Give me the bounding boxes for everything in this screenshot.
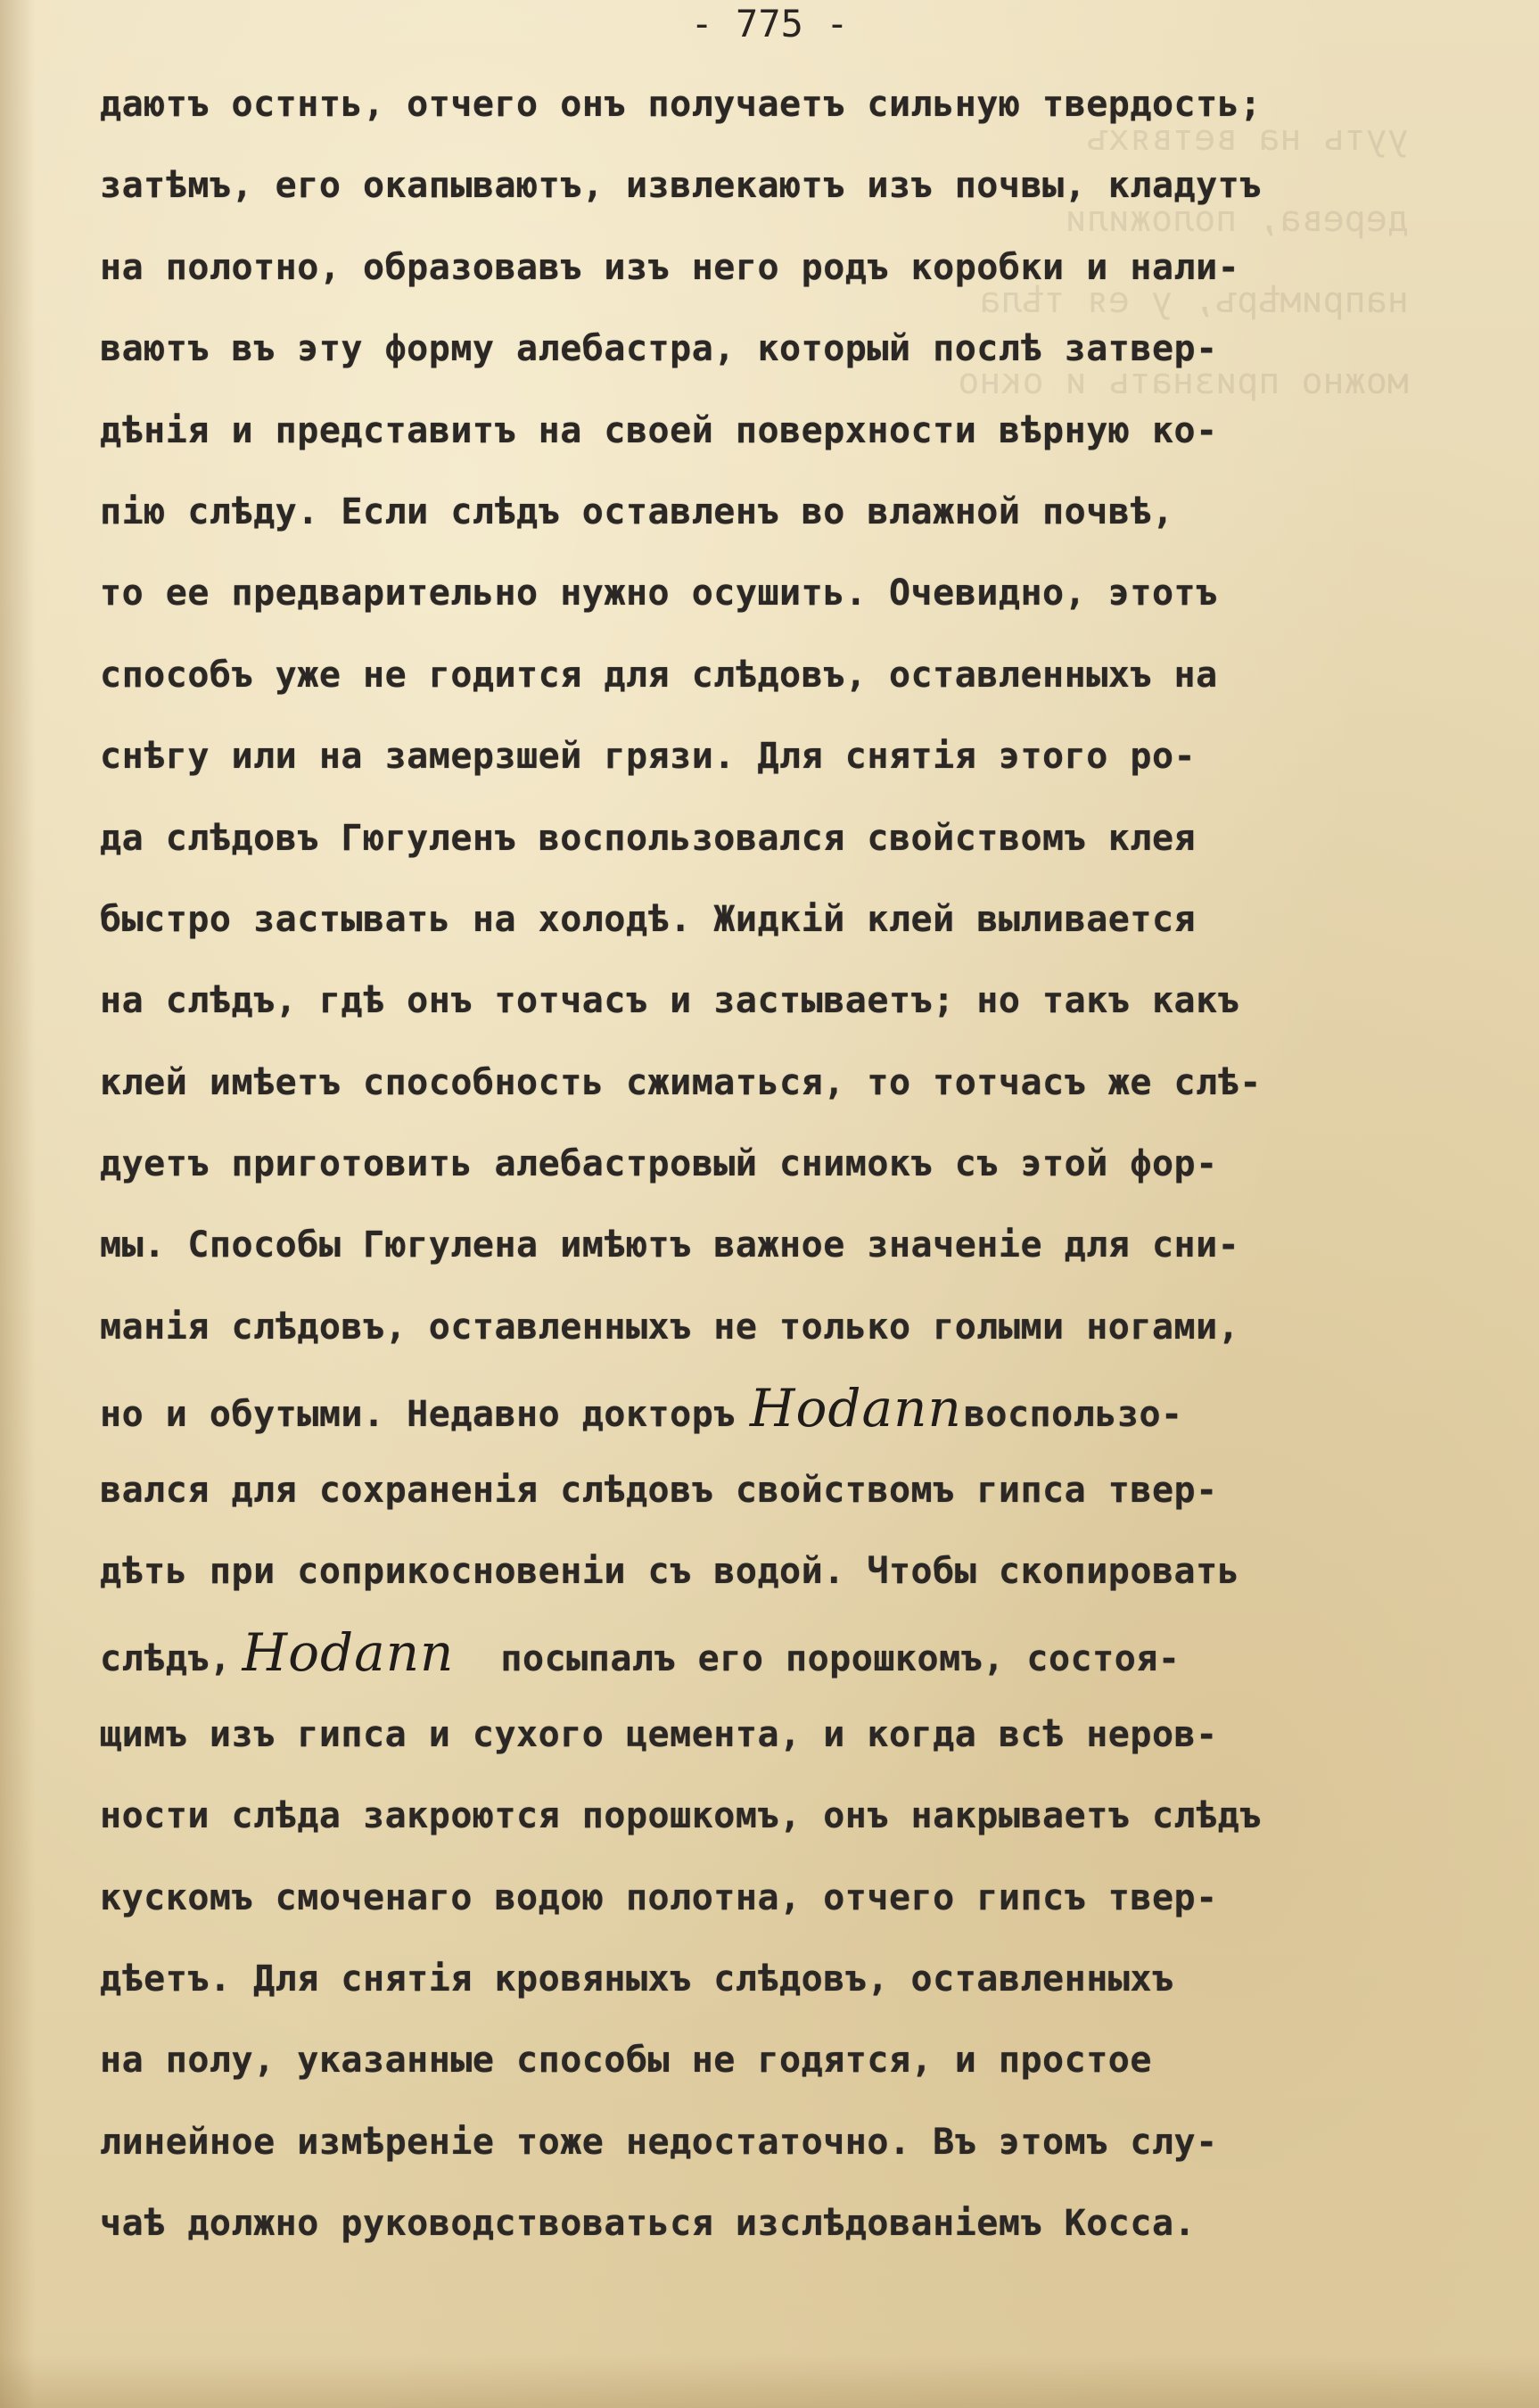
text-line: на полу, указанные способы не годятся, и простое — [100, 2040, 1152, 2082]
page-number: - 775 - — [690, 2, 849, 45]
text-line: да слѣдовъ Гюгуленъ воспользовался свойствомъ клея — [100, 817, 1197, 859]
text-line: пію слѣду. Если слѣдъ оставленъ во влажной почвѣ, — [100, 491, 1174, 532]
text-line: затѣмъ, его окапываютъ, извлекаютъ изъ почвы, кладутъ — [100, 165, 1262, 207]
text-line: клей имѣетъ способность сжиматься, то тотчасъ же слѣ- — [100, 1061, 1262, 1103]
text-line: способъ уже не годится для слѣдовъ, оставленныхъ на — [100, 654, 1218, 696]
handwritten-name: Hodann — [749, 1378, 962, 1439]
text-line: щимъ изъ гипса и сухого цемента, и когда всѣ неров- — [100, 1713, 1218, 1755]
text-line: ности слѣда закроются порошкомъ, онъ накрываетъ слѣдъ — [100, 1795, 1262, 1837]
text-line: чаѣ должно руководствоваться изслѣдованіемъ Косса. — [100, 2203, 1197, 2245]
text-line-with-handwriting — [100, 1368, 1455, 1449]
text-line: мы. Способы Гюгулена имѣютъ важное значеніе для сни- — [100, 1225, 1240, 1266]
text-segment: воспользо- — [963, 1394, 1183, 1436]
text-line: дѣетъ. Для снятія кровяныхъ слѣдовъ, оставленныхъ — [100, 1958, 1174, 2000]
handwritten-name: Hodann — [242, 1622, 455, 1684]
text-line: вался для сохраненія слѣдовъ свойствомъ гипса твер- — [100, 1469, 1218, 1511]
text-line: дѣть при соприкосновеніи съ водой. Чтобы скопировать — [100, 1551, 1240, 1593]
text-line: кускомъ смоченаго водою полотна, отчего гипсъ твер- — [100, 1876, 1218, 1918]
body-text — [100, 64, 1455, 2265]
text-line: манія слѣдовъ, оставленныхъ не только голыми ногами, — [100, 1306, 1240, 1348]
text-line: быстро застывать на холодѣ. Жидкій клей выливается — [100, 898, 1197, 940]
text-line: дѣнія и представитъ на своей поверхности вѣрную ко- — [100, 409, 1218, 451]
page-edge-shadow — [0, 0, 36, 2408]
text-line: дуетъ приготовить алебастровый снимокъ съ этой фор- — [100, 1143, 1218, 1185]
text-line: на полотно, образовавъ изъ него родъ коробки и нали- — [100, 246, 1240, 288]
text-line-with-handwriting — [100, 1612, 1455, 1694]
text-line: даютъ остнть, отчего онъ получаетъ сильную твердость; — [100, 84, 1262, 125]
text-line: снѣгу или на замерзшей грязи. Для снятія этого ро- — [100, 736, 1197, 778]
text-line: то ее предварительно нужно осушить. Очевидно, этотъ — [100, 573, 1218, 614]
page-bottom-shadow — [0, 2354, 1539, 2408]
text-segment: слѣдъ, — [100, 1638, 232, 1680]
text-segment: но и обутыми. Недавно докторъ — [100, 1394, 736, 1436]
text-line: линейное измѣреніе тоже недостаточно. Въ этомъ слу- — [100, 2121, 1218, 2163]
text-line: на слѣдъ, гдѣ онъ тотчасъ и застываетъ; но такъ какъ — [100, 980, 1240, 1022]
text-line: ваютъ въ эту форму алебастра, который послѣ затвер- — [100, 328, 1218, 370]
text-segment: посыпалъ его порошкомъ, состоя- — [500, 1638, 1181, 1680]
show-through-text: ууть на ветвяхъ дерева, положили напримѣръ, у ея тѣла можно признать и окно — [958, 118, 1409, 402]
